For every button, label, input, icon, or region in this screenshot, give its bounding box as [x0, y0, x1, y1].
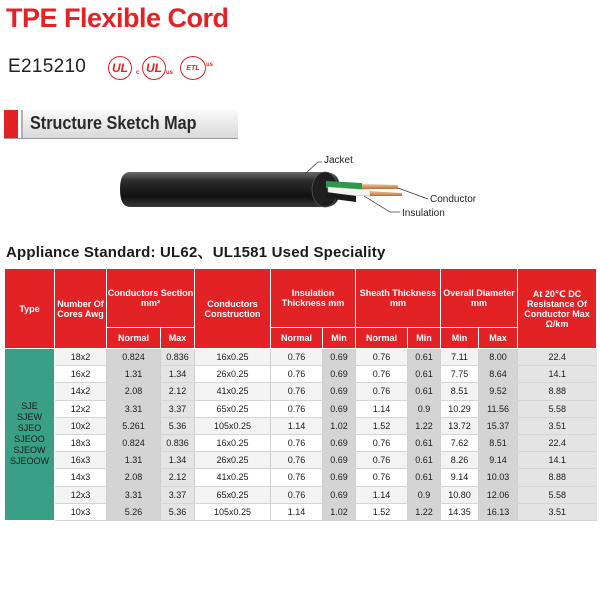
cell-section-max: 3.37: [161, 400, 195, 417]
cell-resistance: 14.1: [518, 366, 597, 383]
table-row: [5, 366, 597, 383]
header-insulation: Insulation Thickness mm: [271, 269, 356, 328]
cell-sheath-min: 0.61: [408, 452, 441, 469]
cable-diagram: [0, 150, 600, 230]
cell-diameter-min: 7.11: [441, 349, 479, 366]
cell-section-normal: 0.824: [107, 349, 161, 366]
cell-sheath-min: 1.22: [408, 503, 441, 520]
cell-diameter-min: 7.62: [441, 434, 479, 451]
cell-construction: 105x0.25: [195, 417, 271, 434]
cell-diameter-max: 15.37: [479, 417, 518, 434]
etl-mark-text: ETL: [186, 64, 200, 72]
cell-section-max: 5.36: [161, 503, 195, 520]
subheader-normal: Normal: [107, 328, 161, 349]
cell-section-normal: 5.26: [107, 503, 161, 520]
c-ul-prefix: c: [136, 70, 140, 76]
cell-section-max: 0.836: [161, 349, 195, 366]
cell-resistance: 3.51: [518, 417, 597, 434]
table-row: [5, 434, 597, 451]
conductor-label: Conductor: [430, 194, 477, 205]
cell-resistance: 14.1: [518, 452, 597, 469]
cell-sheath-normal: 0.76: [356, 434, 408, 451]
cell-sheath-min: 0.61: [408, 469, 441, 486]
table-row: [5, 469, 597, 486]
type-value: SJEOOW: [9, 456, 49, 467]
ul-mark-text: UL: [112, 61, 128, 75]
cell-section-normal: 2.08: [107, 383, 161, 400]
etl-mark-icon: [180, 56, 206, 80]
cell-section-max: 2.12: [161, 469, 195, 486]
cell-diameter-max: 8.51: [479, 434, 518, 451]
cell-resistance: 5.58: [518, 486, 597, 503]
cell-sheath-normal: 0.76: [356, 349, 408, 366]
cell-cores: 18x3: [55, 434, 107, 451]
cell-cores: 16x2: [55, 366, 107, 383]
cell-sheath-normal: 0.76: [356, 469, 408, 486]
table-row: [5, 486, 597, 503]
table-row: [5, 503, 597, 520]
subheader-max: Max: [161, 328, 195, 349]
cell-sheath-min: 0.61: [408, 366, 441, 383]
cell-cores: 10x3: [55, 503, 107, 520]
section-title: Structure Sketch Map: [30, 113, 197, 133]
section-marker-icon: [4, 110, 21, 138]
cell-construction: 16x0.25: [195, 349, 271, 366]
cell-diameter-max: 16.13: [479, 503, 518, 520]
cell-resistance: 8.88: [518, 469, 597, 486]
cell-diameter-max: 11.56: [479, 400, 518, 417]
cell-construction: 41x0.25: [195, 469, 271, 486]
cell-section-max: 1.34: [161, 366, 195, 383]
cell-cores: 12x2: [55, 400, 107, 417]
type-value: SJE: [21, 401, 38, 412]
cell-resistance: 22.4: [518, 434, 597, 451]
header-diameter: Overall Diameter mm: [441, 269, 518, 328]
type-value: SJEOW: [13, 445, 46, 456]
file-number: E215210: [8, 56, 87, 77]
appliance-standard: Appliance Standard: UL62、UL1581 Used Speciality: [6, 244, 386, 261]
cell-section-max: 3.37: [161, 486, 195, 503]
section-header: [4, 110, 238, 139]
subheader-normal: Normal: [271, 328, 323, 349]
cell-insulation-normal: 0.76: [271, 366, 323, 383]
cell-construction: 65x0.25: [195, 486, 271, 503]
spec-table-body: [5, 349, 597, 521]
cell-insulation-normal: 0.76: [271, 383, 323, 400]
spec-table: [4, 268, 597, 521]
table-row: [5, 452, 597, 469]
cell-diameter-max: 10.03: [479, 469, 518, 486]
table-row: [5, 349, 597, 366]
header-cores: Number Of Cores Awg: [55, 269, 107, 349]
cell-sheath-normal: 1.52: [356, 503, 408, 520]
cell-section-normal: 1.31: [107, 366, 161, 383]
cell-resistance: 22.4: [518, 349, 597, 366]
c-ul-suffix: us: [166, 70, 174, 76]
cell-diameter-min: 8.51: [441, 383, 479, 400]
cell-diameter-max: 8.00: [479, 349, 518, 366]
cell-resistance: 5.58: [518, 400, 597, 417]
etl-suffix: us: [206, 62, 214, 68]
cell-sheath-normal: 0.76: [356, 383, 408, 400]
cell-diameter-min: 14.35: [441, 503, 479, 520]
cell-diameter-min: 9.14: [441, 469, 479, 486]
cell-insulation-min: 0.69: [323, 434, 356, 451]
insulation-label: Insulation: [402, 208, 445, 219]
cell-sheath-normal: 1.14: [356, 400, 408, 417]
cell-construction: 16x0.25: [195, 434, 271, 451]
subheader-min: Min: [441, 328, 479, 349]
cell-insulation-min: 0.69: [323, 469, 356, 486]
cell-diameter-min: 7.75: [441, 366, 479, 383]
cell-insulation-normal: 0.76: [271, 434, 323, 451]
cell-sheath-min: 0.61: [408, 349, 441, 366]
cell-cores: 16x3: [55, 452, 107, 469]
cell-cores: 14x3: [55, 469, 107, 486]
cell-section-normal: 3.31: [107, 486, 161, 503]
cell-construction: 26x0.25: [195, 366, 271, 383]
cell-sheath-normal: 1.52: [356, 417, 408, 434]
cell-insulation-min: 0.69: [323, 400, 356, 417]
cell-diameter-min: 8.26: [441, 452, 479, 469]
cell-insulation-normal: 1.14: [271, 503, 323, 520]
cell-section-max: 0.836: [161, 434, 195, 451]
cell-construction: 41x0.25: [195, 383, 271, 400]
table-row: [5, 417, 597, 434]
cell-insulation-normal: 0.76: [271, 469, 323, 486]
cell-insulation-normal: 0.76: [271, 400, 323, 417]
cell-construction: 65x0.25: [195, 400, 271, 417]
cell-sheath-min: 0.61: [408, 383, 441, 400]
cell-insulation-min: 0.69: [323, 349, 356, 366]
cell-sheath-normal: 0.76: [356, 366, 408, 383]
cell-diameter-min: 13.72: [441, 417, 479, 434]
header-construction: Conductors Construction: [195, 269, 271, 349]
cell-cores: 10x2: [55, 417, 107, 434]
type-cell: [5, 349, 55, 521]
cell-section-max: 5.36: [161, 417, 195, 434]
ul-mark-icon: [108, 56, 132, 80]
header-resistance: At 20℃ DC Resistance Of Conductor Max Ω/km: [518, 269, 597, 349]
type-value: SJEOO: [14, 434, 45, 445]
cell-insulation-normal: 0.76: [271, 349, 323, 366]
c-ul-mark-text: UL: [146, 61, 162, 75]
cell-section-normal: 5.261: [107, 417, 161, 434]
cell-construction: 105x0.25: [195, 503, 271, 520]
cell-sheath-min: 1.22: [408, 417, 441, 434]
subheader-normal: Normal: [356, 328, 408, 349]
cell-insulation-min: 0.69: [323, 486, 356, 503]
type-value: SJEO: [17, 423, 42, 434]
cable-illustration: [0, 150, 600, 230]
cell-sheath-normal: 1.14: [356, 486, 408, 503]
cell-diameter-min: 10.80: [441, 486, 479, 503]
cell-resistance: 3.51: [518, 503, 597, 520]
page-title: TPE Flexible Cord: [6, 3, 229, 33]
cell-diameter-max: 12.06: [479, 486, 518, 503]
cell-insulation-normal: 1.14: [271, 417, 323, 434]
c-ul-mark-icon: [142, 56, 166, 80]
cell-insulation-min: 1.02: [323, 503, 356, 520]
cell-cores: 18x2: [55, 349, 107, 366]
header-sheath: Sheath Thickness mm: [356, 269, 441, 328]
cell-section-normal: 1.31: [107, 452, 161, 469]
cell-diameter-max: 9.52: [479, 383, 518, 400]
cell-sheath-normal: 0.76: [356, 452, 408, 469]
cell-construction: 26x0.25: [195, 452, 271, 469]
cell-diameter-min: 10.29: [441, 400, 479, 417]
cell-insulation-min: 1.02: [323, 417, 356, 434]
subheader-min: Min: [323, 328, 356, 349]
cell-diameter-max: 9.14: [479, 452, 518, 469]
cell-insulation-min: 0.69: [323, 452, 356, 469]
cell-insulation-min: 0.69: [323, 383, 356, 400]
cell-cores: 14x2: [55, 383, 107, 400]
cell-section-normal: 2.08: [107, 469, 161, 486]
cell-section-max: 2.12: [161, 383, 195, 400]
cell-resistance: 8.88: [518, 383, 597, 400]
jacket-label: Jacket: [324, 155, 353, 166]
cell-sheath-min: 0.9: [408, 486, 441, 503]
header-section: Conductors Section mm²: [107, 269, 195, 328]
table-row: [5, 400, 597, 417]
cell-section-normal: 0.824: [107, 434, 161, 451]
type-value: SJEW: [16, 412, 42, 423]
cell-section-max: 1.34: [161, 452, 195, 469]
cell-sheath-min: 0.9: [408, 400, 441, 417]
table-row: [5, 383, 597, 400]
cell-diameter-max: 8.64: [479, 366, 518, 383]
cell-insulation-normal: 0.76: [271, 452, 323, 469]
cell-sheath-min: 0.61: [408, 434, 441, 451]
cell-section-normal: 3.31: [107, 400, 161, 417]
cell-cores: 12x3: [55, 486, 107, 503]
cell-insulation-min: 0.69: [323, 366, 356, 383]
header-type: Type: [5, 269, 55, 349]
subheader-max: Max: [479, 328, 518, 349]
subheader-min: Min: [408, 328, 441, 349]
cell-insulation-normal: 0.76: [271, 486, 323, 503]
